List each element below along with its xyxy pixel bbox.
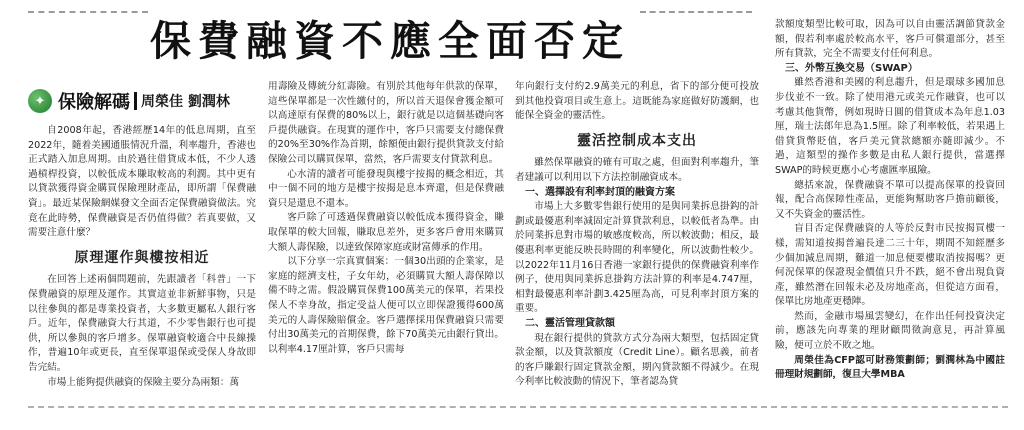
article-column-3 [515,80,759,390]
column-authors: 周榮佳 劉潤林 [141,94,230,110]
paragraph: 款額度類型比較可取，因為可以自由靈活調節貸款金額，假若利率處於較高水平，客戶可償還部分，甚至所有貸款，完全不需要支付任何利息。 [775,19,1005,60]
numbered-subheading: 三、外幣互換交易（SWAP） [785,62,918,74]
top-right-rule [640,11,752,13]
paragraph: 用壽險及傳統分紅壽險。有別於其他每年供款的保單，這些保單都是一次性繳付的，所以首天退保會獲金額可以高達原有保費的80%以上，銀行就是以這個基礎向客戶提供融資。在現實的運作中，客戶只需要支付總保費的20%至30%作為首期，餘額便由銀行提供貸款支付給保險公司以購買保單，當然，客戶需要支付貸款利息。 [268,81,504,165]
paragraph: 年向銀行支付約2.9萬美元的利息，省下的部分便可投放到其他投資項目或生意上。這既能為家庭做好防護網，也能保全資金的靈活性。 [515,81,759,122]
column-logo-icon: ✦ [28,89,52,113]
author-bio: 周榮佳為CFP認可財務策劃師；劉潤林為中國註冊理財規劃師，復旦大學MBA [775,354,1005,381]
numbered-subheading: 二、靈活管理貸款額 [525,317,615,329]
paragraph: 雖然香港和美國的利息趨升，但是環球多國加息步伐並不一致。除了使用港元或美元作融資，也可以考慮其他貨幣，例如現時日圓的借貸成本為年息1.03厘，瑞士法郎年息為1.5厘。除了利率較低，若果遇上借貸貨幣貶值，客戶美元貸款總額亦隨即減少。不過，這類型的操作多數是由私人銀行提供，當選擇SWAP的時候更應小心考慮匯率風險。 [775,77,1005,176]
top-left-rule [28,11,148,13]
bottom-rule [28,406,1008,408]
article-column-4 [775,18,1005,383]
subheading: 原理運作與樓按相近 [74,249,210,266]
paragraph: 市場上大多數零售銀行使用的是與同業拆息掛鈎的計劃或最優惠利率減固定計算貸款利息，以較低者為準。由於同業拆息對市場的敏感度較高，所以較波動；相反，最優惠利率更能反映長時間的利率變化，所以波動性較少。以2022年11月16日香港一家銀行提供的保費融資利率作例子，使用與同業拆息掛鈎方法計算的利率是4.747厘，相對最優惠利率計劃3.425厘為高，可見利率封頂方案的重要。 [515,201,759,315]
column-divider [134,92,137,110]
paragraph: 雖然保單融資的確有可取之處，但面對利率趨升，筆者建議可以利用以下方法控制融資成本。 [515,157,759,183]
paragraph: 自2008年起，香港經歷14年的低息周期，直至2022年，隨着美國通脹情況升溫，利率趨升，香港也正式踏入加息周期。由於過往借貸成本低，不少人透過槓桿投資，以較低成本賺取較高的利潤。其中更有以貸款獲得資金購買保險理財產品，即所謂「保費融資」。最近某保險網媒發文全面否定保費融資做法。究竟在此時勢，保費融資是否仍值得做？若真要做，又需要注意什麼？ [28,125,256,239]
paragraph: 總括來說，保費融資不單可以提高保單的投資回報，配合高保障性產品，更能夠幫助客戶擔前顧後，又不失資金的靈活性。 [775,179,1005,220]
column-badge [28,88,256,114]
article-column-2 [268,80,504,357]
headline: 保費融資不應全面否定 [150,17,630,65]
paragraph: 現在銀行提供的貸款方式分為兩大類型，包括固定貸款金額，以及貸款額度（Credit Line）。顧名思義，前者的客戶賺銀行固定貸款金額，期內貸款額不得減少。在現今利率比較波動的情況下，筆者認為貸 [515,332,759,388]
article-column-1 [28,124,256,390]
paragraph: 心水清的讀者可能發現與樓宇按揭的概念相近，其中一個不同的地方是樓宇按揭是息本齊還，但是保費融資只是還息不還本。 [268,168,504,209]
numbered-subheading: 一、選擇設有利率封頂的融資方案 [525,186,675,198]
paragraph: 在回答上述兩個問題前，先跟讀者「科普」一下保費融資的原理及運作。其實這並非新鮮事物，只是以往參與的都是專業投資者，大多數更屬私人銀行客戶。近年，保費融資大行其道，不少零售銀行也可提供，所以參與的客戶增多。保單融資較適合中長線操作，普遍10年或更長，直至保單退保或受保人身故即告完結。 [28,274,256,373]
paragraph: 盲目否定保費融資的人等於反對市民按揭買樓一樣，需知道按揭普遍長達二三十年，期間不知經歷多少個加減息周期，難道一加息便要樓取消按揭嗎？更何況保單的保證現金價值只升不跌，絕不會出現負資產，雖然潛在回報未必及房地產高，但從這方面看，保單比房地產更穩陣。 [775,223,1005,308]
column-name: 保險解碼 [58,92,130,113]
paragraph: 以下分享一宗真實個案：一個30出頭的企業家，是家庭的經濟支柱，子女年幼，必須購買大額人壽保障以備不時之需。假設購買保費100萬美元的保單，若果投保人不幸身故，指定受益人便可以立即保證獲得600萬美元的人壽保險賠償金。客戶選擇採用保費融資只需要付出30萬美元的首期保費，餘下70萬美元由銀行貸出。以利率4.17厘計算，客戶只需每 [268,256,504,355]
subheading: 靈活控制成本支出 [577,132,697,149]
paragraph: 市場上能夠提供融資的保險主要分為兩類：萬 [47,376,240,388]
paragraph: 然而，金融市場風雲變幻，在作出任何投資決定前，應該先向專業的理財顧問徵詢意見，再計算風險，便可立於不敗之地。 [775,310,1005,352]
paragraph: 客戶除了可透過保費融資以較低成本獲得資金，賺取保單的較大回報，賺取息差外，更多客戶會用來購買大額人壽保險，以達致保障家庭或財富傳承的作用。 [268,212,504,253]
